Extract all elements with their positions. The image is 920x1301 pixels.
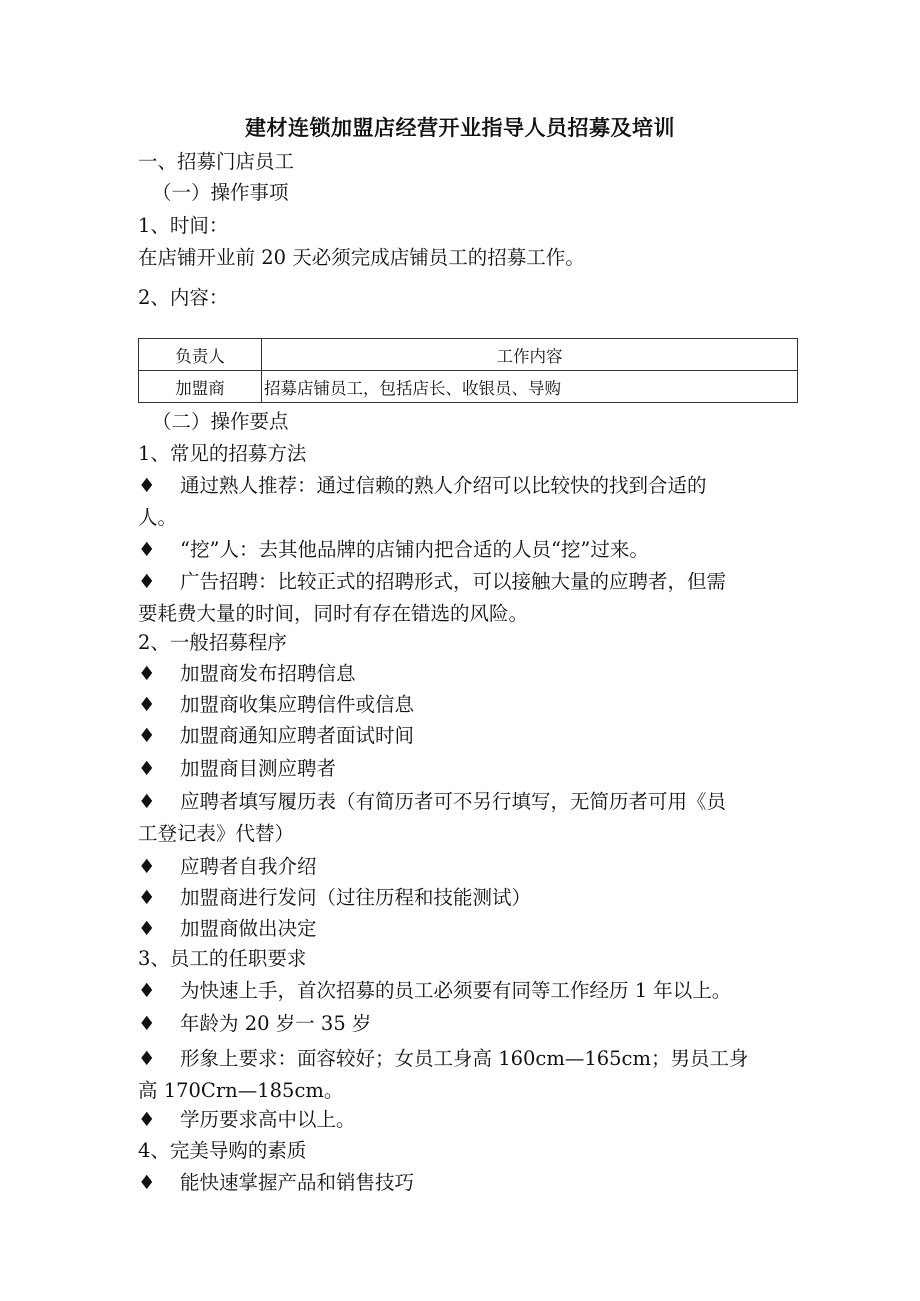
bullet-icon: ♦ <box>138 886 156 909</box>
item-heading-content: 2、内容： <box>138 286 229 309</box>
list-item <box>138 538 788 562</box>
table-header-row <box>139 339 798 371</box>
bullet-icon: ♦ <box>138 724 156 747</box>
bullet-icon: ♦ <box>138 790 156 813</box>
list-item-text: 能快速掌握产品和销售技巧 <box>180 1171 415 1194</box>
bullet-icon: ♦ <box>138 1012 156 1035</box>
list-item <box>138 979 788 1003</box>
table-header-cell: 负责人 <box>139 339 262 371</box>
bullet-icon: ♦ <box>138 570 156 593</box>
bullet-icon: ♦ <box>138 693 156 716</box>
point-heading: 3、员工的任职要求 <box>138 947 307 970</box>
list-item <box>138 917 788 941</box>
table-cell: 加盟商 <box>139 371 262 403</box>
list-item <box>138 886 788 910</box>
bullet-icon: ♦ <box>138 662 156 685</box>
list-item-text-cont: 工登记表》代替） <box>138 822 295 845</box>
list-item-text: 加盟商收集应聘信件或信息 <box>180 693 415 716</box>
item-heading-time: 1、时间： <box>138 214 229 237</box>
bullet-icon: ♦ <box>138 979 156 1002</box>
point-heading: 2、一般招募程序 <box>138 631 287 654</box>
list-item-text: “挖”人：去其他品牌的店铺内把合适的人员“挖”过来。 <box>180 538 649 561</box>
list-item-text: 应聘者自我介绍 <box>180 855 317 878</box>
list-item-text: 加盟商目测应聘者 <box>180 757 337 780</box>
responsibility-table <box>138 338 798 403</box>
list-item-text: 为快速上手，首次招募的员工必须要有同等工作经历 1 年以上。 <box>180 979 732 1002</box>
list-item <box>138 757 788 781</box>
bullet-icon: ♦ <box>138 757 156 780</box>
time-paragraph: 在店铺开业前 20 天必须完成店铺员工的招募工作。 <box>138 246 585 269</box>
list-item <box>138 790 788 846</box>
section-heading: 一、招募门店员工 <box>138 150 295 173</box>
bullet-icon: ♦ <box>138 1108 156 1131</box>
list-item-text: 通过熟人推荐：通过信赖的熟人介绍可以比较快的找到合适的 <box>180 474 707 497</box>
list-item-text: 加盟商进行发问（过往历程和技能测试） <box>180 886 532 909</box>
list-item <box>138 855 788 879</box>
list-item <box>138 662 788 686</box>
subsection-heading: （二）操作要点 <box>152 410 289 433</box>
list-item <box>138 693 788 717</box>
bullet-icon: ♦ <box>138 855 156 878</box>
document-title: 建材连锁加盟店经营开业指导人员招募及培训 <box>245 115 675 140</box>
list-item <box>138 724 788 748</box>
list-item <box>138 1108 788 1132</box>
list-item-text: 广告招聘：比较正式的招聘形式，可以接触大量的应聘者，但需 <box>180 570 727 593</box>
list-item-text: 应聘者填写履历表（有简历者可不另行填写，无简历者可用《员 <box>180 790 727 813</box>
list-item-text: 形象上要求：面容较好；女员工身高 160cm—165cm；男员工身 <box>180 1047 749 1070</box>
subsection-heading: （一）操作事项 <box>152 181 289 204</box>
point-heading: 4、完美导购的素质 <box>138 1139 307 1162</box>
table-cell: 招募店铺员工，包括店长、收银员、导购 <box>262 371 798 403</box>
table-header-cell: 工作内容 <box>262 339 798 371</box>
bullet-icon: ♦ <box>138 1171 156 1194</box>
bullet-icon: ♦ <box>138 474 156 497</box>
list-item <box>138 1047 788 1103</box>
list-item-text: 学历要求高中以上。 <box>180 1108 356 1131</box>
point-heading: 1、常见的招募方法 <box>138 442 307 465</box>
list-item-text: 加盟商发布招聘信息 <box>180 662 356 685</box>
bullet-icon: ♦ <box>138 538 156 561</box>
list-item <box>138 1012 788 1036</box>
list-item-text: 加盟商通知应聘者面试时间 <box>180 724 415 747</box>
list-item <box>138 570 788 626</box>
list-item <box>138 474 788 530</box>
list-item-text-cont: 高 170Crn—185cm。 <box>138 1079 344 1102</box>
bullet-icon: ♦ <box>138 1047 156 1070</box>
list-item-text-cont: 要耗费大量的时间，同时有存在错选的风险。 <box>138 602 529 625</box>
list-item-text: 年龄为 20 岁一 35 岁 <box>180 1012 372 1035</box>
table-row <box>139 371 798 403</box>
list-item-text-cont: 人。 <box>138 506 178 529</box>
list-item <box>138 1171 788 1195</box>
bullet-icon: ♦ <box>138 917 156 940</box>
list-item-text: 加盟商做出决定 <box>180 917 317 940</box>
